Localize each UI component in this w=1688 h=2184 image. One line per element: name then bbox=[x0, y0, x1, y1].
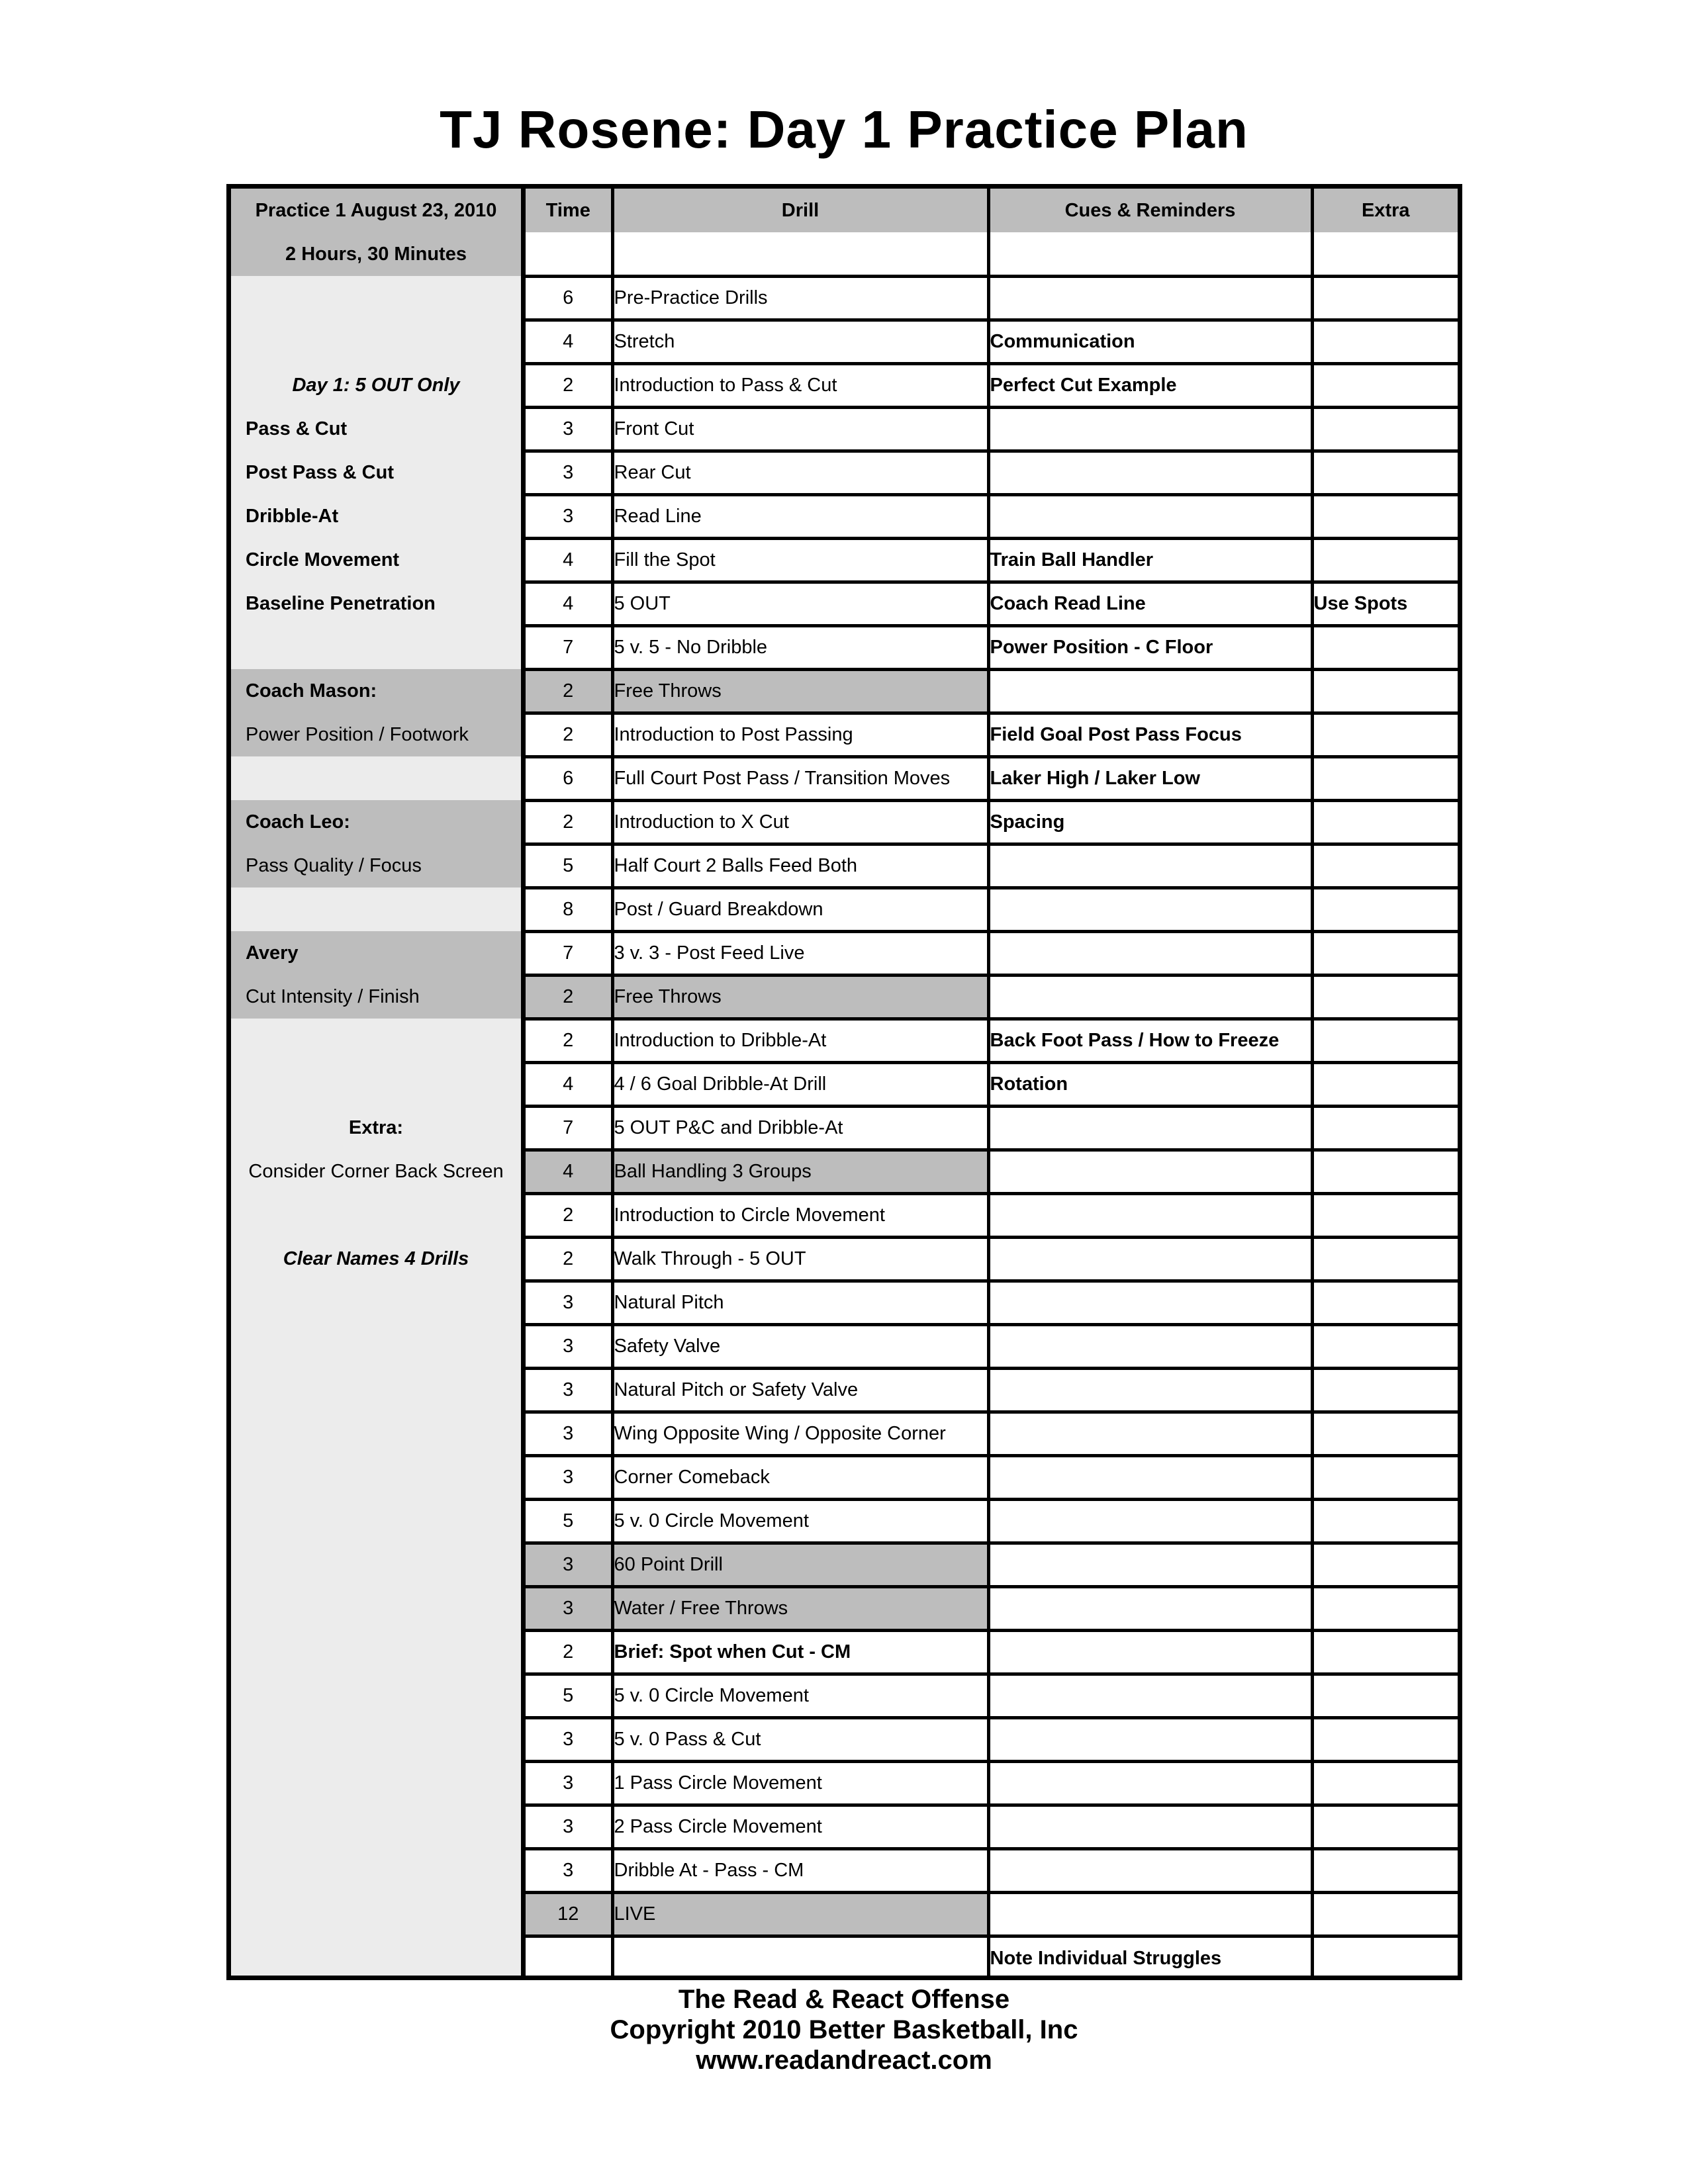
drill-cue bbox=[988, 1150, 1312, 1193]
drill-time: 3 bbox=[526, 1717, 612, 1761]
table-row bbox=[526, 1281, 1458, 1324]
table-row bbox=[526, 1368, 1458, 1412]
drill-extra bbox=[1312, 1150, 1458, 1193]
drill-name: Natural Pitch bbox=[612, 1281, 988, 1324]
drill-time: 2 bbox=[526, 800, 612, 844]
practice-plan-table bbox=[226, 184, 1462, 1980]
drill-name: Water / Free Throws bbox=[612, 1586, 988, 1630]
drill-cue bbox=[988, 1586, 1312, 1630]
drill-extra bbox=[1312, 320, 1458, 363]
drill-name: 5 OUT P&C and Dribble-At bbox=[612, 1106, 988, 1150]
drill-time: 4 bbox=[526, 1150, 612, 1193]
drill-extra bbox=[1312, 1281, 1458, 1324]
drill-name: LIVE bbox=[612, 1892, 988, 1936]
table-row bbox=[526, 713, 1458, 756]
table-row bbox=[526, 232, 1458, 276]
drill-name: Walk Through - 5 OUT bbox=[612, 1237, 988, 1281]
table-row bbox=[526, 1717, 1458, 1761]
drill-name: 2 Pass Circle Movement bbox=[612, 1805, 988, 1848]
drill-cue bbox=[988, 1455, 1312, 1499]
drill-cue bbox=[988, 1892, 1312, 1936]
footer-line-2: Copyright 2010 Better Basketball, Inc bbox=[610, 2015, 1078, 2044]
drill-name bbox=[612, 232, 988, 276]
drill-time: 2 bbox=[526, 713, 612, 756]
page-title: TJ Rosene: Day 1 Practice Plan bbox=[440, 100, 1248, 159]
drill-time: 2 bbox=[526, 975, 612, 1019]
drill-name: Safety Valve bbox=[612, 1324, 988, 1368]
drill-name: 5 v. 0 Circle Movement bbox=[612, 1674, 988, 1717]
coach-name: Coach Leo: bbox=[231, 800, 521, 844]
table-row bbox=[526, 1062, 1458, 1106]
table-row bbox=[526, 538, 1458, 582]
drill-name: Half Court 2 Balls Feed Both bbox=[612, 844, 988, 887]
focus-item: Dribble-At bbox=[246, 505, 339, 527]
drill-name: Wing Opposite Wing / Opposite Corner bbox=[612, 1412, 988, 1455]
drill-cue bbox=[988, 669, 1312, 713]
drill-name: 5 v. 0 Circle Movement bbox=[612, 1499, 988, 1543]
drill-name: Rear Cut bbox=[612, 451, 988, 494]
drill-name: Introduction to Dribble-At bbox=[612, 1019, 988, 1062]
drill-extra bbox=[1312, 1324, 1458, 1368]
table-row bbox=[526, 1630, 1458, 1674]
coach-name: Coach Mason: bbox=[231, 669, 521, 713]
drill-cue: Field Goal Post Pass Focus bbox=[988, 713, 1312, 756]
drill-cue: Train Ball Handler bbox=[988, 538, 1312, 582]
drill-name: Free Throws bbox=[612, 975, 988, 1019]
drill-extra bbox=[1312, 1848, 1458, 1892]
drill-time: 3 bbox=[526, 407, 612, 451]
drill-name: Stretch bbox=[612, 320, 988, 363]
drill-cue bbox=[988, 451, 1312, 494]
drill-extra bbox=[1312, 1761, 1458, 1805]
drill-time bbox=[526, 1936, 612, 1979]
drill-extra bbox=[1312, 1674, 1458, 1717]
drill-time: 7 bbox=[526, 625, 612, 669]
drill-name: 60 Point Drill bbox=[612, 1543, 988, 1586]
drill-extra bbox=[1312, 1892, 1458, 1936]
drill-extra bbox=[1312, 756, 1458, 800]
header-row bbox=[526, 189, 1458, 232]
table-row bbox=[526, 1455, 1458, 1499]
clear-names-note: Clear Names 4 Drills bbox=[283, 1248, 469, 1269]
drill-extra bbox=[1312, 975, 1458, 1019]
drill-name: Corner Comeback bbox=[612, 1455, 988, 1499]
drill-extra bbox=[1312, 1368, 1458, 1412]
drill-extra bbox=[1312, 232, 1458, 276]
drill-time: 5 bbox=[526, 1674, 612, 1717]
coach-task: Cut Intensity / Finish bbox=[231, 975, 521, 1019]
drill-cue bbox=[988, 1324, 1312, 1368]
drill-extra bbox=[1312, 494, 1458, 538]
table-row bbox=[526, 276, 1458, 320]
table-row bbox=[526, 1805, 1458, 1848]
drill-cue bbox=[988, 844, 1312, 887]
drill-time: 2 bbox=[526, 1237, 612, 1281]
drill-extra bbox=[1312, 1630, 1458, 1674]
focus-item: Baseline Penetration bbox=[246, 592, 436, 614]
drill-name: Free Throws bbox=[612, 669, 988, 713]
drill-time: 4 bbox=[526, 1062, 612, 1106]
drill-extra bbox=[1312, 1936, 1458, 1979]
drill-name: Post / Guard Breakdown bbox=[612, 887, 988, 931]
drill-extra bbox=[1312, 1586, 1458, 1630]
drill-cue bbox=[988, 1368, 1312, 1412]
drill-time: 2 bbox=[526, 1630, 612, 1674]
table-row bbox=[526, 1412, 1458, 1455]
coach-task: Pass Quality / Focus bbox=[231, 844, 521, 887]
drill-time: 12 bbox=[526, 1892, 612, 1936]
drill-extra bbox=[1312, 713, 1458, 756]
table-row bbox=[526, 1193, 1458, 1237]
drill-cue: Coach Read Line bbox=[988, 582, 1312, 625]
table-row bbox=[526, 669, 1458, 713]
drill-cue: Communication bbox=[988, 320, 1312, 363]
drill-cue: Laker High / Laker Low bbox=[988, 756, 1312, 800]
drill-cue: Rotation bbox=[988, 1062, 1312, 1106]
drill-time: 3 bbox=[526, 1368, 612, 1412]
drill-time: 8 bbox=[526, 887, 612, 931]
drill-time: 2 bbox=[526, 363, 612, 407]
drill-cue bbox=[988, 1805, 1312, 1848]
drill-cue bbox=[988, 232, 1312, 276]
drill-name: Introduction to Post Passing bbox=[612, 713, 988, 756]
drill-cue bbox=[988, 1412, 1312, 1455]
drill-extra bbox=[1312, 800, 1458, 844]
header-time: Time bbox=[526, 189, 612, 232]
practice-date: Practice 1 August 23, 2010 bbox=[231, 189, 521, 232]
drill-name: 5 OUT bbox=[612, 582, 988, 625]
drill-cue bbox=[988, 1237, 1312, 1281]
header-cues: Cues & Reminders bbox=[988, 189, 1312, 232]
drill-name: 5 v. 5 - No Dribble bbox=[612, 625, 988, 669]
drill-cue bbox=[988, 1761, 1312, 1805]
table-row bbox=[526, 494, 1458, 538]
coach-task: Power Position / Footwork bbox=[231, 713, 521, 756]
drill-time: 3 bbox=[526, 1281, 612, 1324]
drill-cue bbox=[988, 1848, 1312, 1892]
drill-time: 5 bbox=[526, 844, 612, 887]
drill-cue bbox=[988, 887, 1312, 931]
drill-time: 3 bbox=[526, 494, 612, 538]
drill-extra bbox=[1312, 931, 1458, 975]
drill-cue bbox=[988, 1193, 1312, 1237]
table-row bbox=[526, 931, 1458, 975]
drill-extra bbox=[1312, 844, 1458, 887]
drill-time: 3 bbox=[526, 451, 612, 494]
footer-line-1: The Read & React Offense bbox=[678, 1985, 1010, 2014]
coach-name: Avery bbox=[231, 931, 521, 975]
drill-time: 3 bbox=[526, 1805, 612, 1848]
drill-cue bbox=[988, 975, 1312, 1019]
drill-cue: Spacing bbox=[988, 800, 1312, 844]
drill-time bbox=[526, 232, 612, 276]
drill-time: 3 bbox=[526, 1586, 612, 1630]
drill-time: 4 bbox=[526, 320, 612, 363]
table-row bbox=[526, 756, 1458, 800]
table-row bbox=[526, 1543, 1458, 1586]
drill-cue bbox=[988, 407, 1312, 451]
table-row bbox=[526, 800, 1458, 844]
drill-time: 3 bbox=[526, 1412, 612, 1455]
drill-extra bbox=[1312, 625, 1458, 669]
table-row bbox=[526, 407, 1458, 451]
table-row bbox=[526, 1761, 1458, 1805]
drill-grid bbox=[526, 189, 1458, 1976]
drill-name: 1 Pass Circle Movement bbox=[612, 1761, 988, 1805]
drill-cue bbox=[988, 1543, 1312, 1586]
drill-cue bbox=[988, 494, 1312, 538]
header-extra: Extra bbox=[1312, 189, 1458, 232]
drill-name: 3 v. 3 - Post Feed Live bbox=[612, 931, 988, 975]
drill-cue bbox=[988, 1674, 1312, 1717]
drill-name: Introduction to Circle Movement bbox=[612, 1193, 988, 1237]
drill-name: Dribble At - Pass - CM bbox=[612, 1848, 988, 1892]
drill-time: 7 bbox=[526, 1106, 612, 1150]
drill-cue bbox=[988, 1106, 1312, 1150]
drill-extra bbox=[1312, 363, 1458, 407]
drill-cue bbox=[988, 931, 1312, 975]
table-row bbox=[526, 1586, 1458, 1630]
drill-cue: Perfect Cut Example bbox=[988, 363, 1312, 407]
drill-time: 3 bbox=[526, 1324, 612, 1368]
table-row bbox=[526, 1150, 1458, 1193]
drill-extra bbox=[1312, 276, 1458, 320]
table-row bbox=[526, 320, 1458, 363]
drill-cue bbox=[988, 1281, 1312, 1324]
drill-extra bbox=[1312, 1193, 1458, 1237]
table-row bbox=[526, 582, 1458, 625]
drill-extra: Use Spots bbox=[1312, 582, 1458, 625]
table-row bbox=[526, 1936, 1458, 1979]
table-row bbox=[526, 1237, 1458, 1281]
extra-label: Extra: bbox=[348, 1116, 404, 1138]
drill-time: 3 bbox=[526, 1761, 612, 1805]
drill-time: 7 bbox=[526, 931, 612, 975]
drill-name: Introduction to Pass & Cut bbox=[612, 363, 988, 407]
table-row bbox=[526, 1499, 1458, 1543]
drill-time: 3 bbox=[526, 1455, 612, 1499]
drill-name: Read Line bbox=[612, 494, 988, 538]
table-row bbox=[526, 844, 1458, 887]
header-drill: Drill bbox=[612, 189, 988, 232]
drill-extra bbox=[1312, 1106, 1458, 1150]
drill-extra bbox=[1312, 1455, 1458, 1499]
drill-time: 3 bbox=[526, 1543, 612, 1586]
focus-item: Post Pass & Cut bbox=[246, 461, 394, 483]
focus-title: Day 1: 5 OUT Only bbox=[292, 374, 460, 396]
drill-time: 5 bbox=[526, 1499, 612, 1543]
drill-time: 6 bbox=[526, 756, 612, 800]
drill-time: 4 bbox=[526, 582, 612, 625]
drill-time: 6 bbox=[526, 276, 612, 320]
footer bbox=[0, 1984, 1688, 2075]
drill-cue: Note Individual Struggles bbox=[988, 1936, 1312, 1979]
drill-name bbox=[612, 1936, 988, 1979]
drill-extra bbox=[1312, 1237, 1458, 1281]
drill-time: 2 bbox=[526, 669, 612, 713]
drill-cue: Back Foot Pass / How to Freeze bbox=[988, 1019, 1312, 1062]
extra-note: Consider Corner Back Screen bbox=[248, 1160, 504, 1182]
drill-extra bbox=[1312, 1062, 1458, 1106]
drill-time: 2 bbox=[526, 1193, 612, 1237]
drill-cue bbox=[988, 1630, 1312, 1674]
drill-extra bbox=[1312, 1019, 1458, 1062]
drill-name: Full Court Post Pass / Transition Moves bbox=[612, 756, 988, 800]
table-row bbox=[526, 1848, 1458, 1892]
table-row bbox=[526, 975, 1458, 1019]
drill-extra bbox=[1312, 451, 1458, 494]
drill-extra bbox=[1312, 1543, 1458, 1586]
practice-duration: 2 Hours, 30 Minutes bbox=[231, 232, 521, 276]
focus-item: Circle Movement bbox=[246, 549, 400, 570]
drill-name: Front Cut bbox=[612, 407, 988, 451]
drill-name: Natural Pitch or Safety Valve bbox=[612, 1368, 988, 1412]
table-row bbox=[526, 1674, 1458, 1717]
drill-name: Brief: Spot when Cut - CM bbox=[612, 1630, 988, 1674]
drill-extra bbox=[1312, 538, 1458, 582]
drill-cue bbox=[988, 276, 1312, 320]
table-row bbox=[526, 1324, 1458, 1368]
drill-extra bbox=[1312, 1499, 1458, 1543]
drill-extra bbox=[1312, 1717, 1458, 1761]
drill-name: Introduction to X Cut bbox=[612, 800, 988, 844]
table-row bbox=[526, 625, 1458, 669]
table-row bbox=[526, 1106, 1458, 1150]
footer-line-3: www.readandreact.com bbox=[696, 2046, 992, 2075]
drill-cue: Power Position - C Floor bbox=[988, 625, 1312, 669]
drill-cue bbox=[988, 1717, 1312, 1761]
drill-cue bbox=[988, 1499, 1312, 1543]
table-row bbox=[526, 451, 1458, 494]
drill-name: Ball Handling 3 Groups bbox=[612, 1150, 988, 1193]
drill-extra bbox=[1312, 407, 1458, 451]
table-row bbox=[526, 1892, 1458, 1936]
drill-extra bbox=[1312, 887, 1458, 931]
sidebar-notes bbox=[231, 189, 526, 1976]
drill-name: 5 v. 0 Pass & Cut bbox=[612, 1717, 988, 1761]
drill-extra bbox=[1312, 669, 1458, 713]
drill-time: 2 bbox=[526, 1019, 612, 1062]
table-row bbox=[526, 363, 1458, 407]
drill-name: Fill the Spot bbox=[612, 538, 988, 582]
drill-extra bbox=[1312, 1805, 1458, 1848]
drill-name: 4 / 6 Goal Dribble-At Drill bbox=[612, 1062, 988, 1106]
table-row bbox=[526, 1019, 1458, 1062]
drill-extra bbox=[1312, 1412, 1458, 1455]
drill-time: 3 bbox=[526, 1848, 612, 1892]
drill-time: 4 bbox=[526, 538, 612, 582]
drill-name: Pre-Practice Drills bbox=[612, 276, 988, 320]
focus-item: Pass & Cut bbox=[246, 418, 348, 439]
table-row bbox=[526, 887, 1458, 931]
